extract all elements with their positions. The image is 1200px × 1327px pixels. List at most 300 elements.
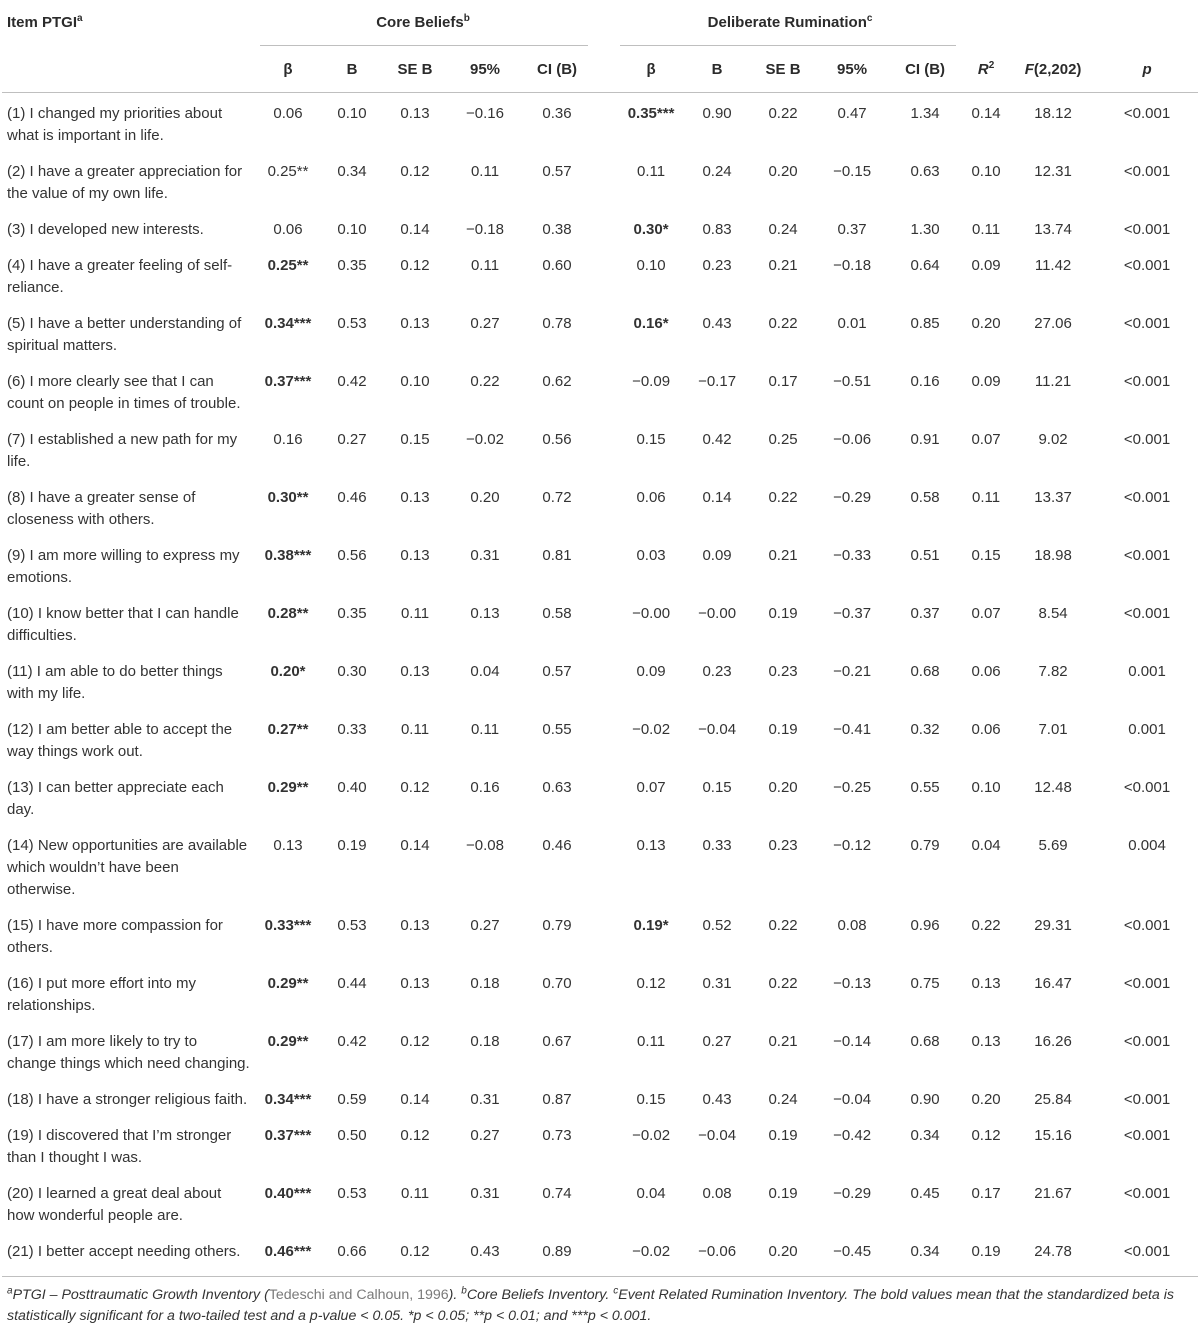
cb-value-cell: 0.13 (400, 315, 430, 332)
dr-beta-cell: 0.11 (637, 163, 666, 180)
dr-value-cell: 0.31 (702, 975, 732, 992)
table-body (2, 93, 1198, 1269)
r2-cell: 0.22 (971, 917, 1001, 934)
f-cell: 16.26 (1034, 1033, 1072, 1050)
cb-value-cell: 0.27 (337, 431, 367, 448)
dr-value-cell: 0.23 (768, 837, 798, 854)
item-text: (5) I have a better understanding of spiritual matters. (7, 315, 242, 354)
dr-beta-cell: 0.35*** (627, 105, 675, 122)
table-row (2, 362, 1198, 420)
item-text: (20) I learned a great deal about how wonderful people are. (7, 1185, 222, 1224)
dr-beta-cell: 0.10 (636, 257, 666, 274)
dr-value-cell: −0.41 (833, 721, 872, 738)
cb-value-cell: 0.35 (337, 605, 367, 622)
dr-value-cell: 1.30 (910, 221, 940, 238)
dr-value-cell: 0.42 (702, 431, 732, 448)
dr-value-cell: 0.58 (910, 489, 940, 506)
item-text: (11) I am able to do better things with my life. (7, 663, 223, 702)
table-row (2, 1080, 1198, 1116)
dr-value-cell: 0.21 (768, 547, 798, 564)
cb-beta-cell: 0.27** (267, 721, 309, 738)
cb-value-cell: 0.13 (400, 975, 430, 992)
p-cell: <0.001 (1123, 221, 1171, 238)
dr-value-cell: 0.68 (910, 1033, 940, 1050)
cb-value-cell: 0.40 (337, 779, 367, 796)
cb-value-cell: 0.16 (470, 779, 500, 796)
dr-value-cell: 0.19 (768, 605, 798, 622)
cb-value-cell: 0.04 (470, 663, 500, 680)
dr-value-cell: 0.34 (910, 1243, 940, 1260)
cb-value-cell: 0.46 (337, 489, 367, 506)
item-text: (16) I put more effort into my relationships. (7, 975, 196, 1014)
p-cell: 0.004 (1128, 837, 1166, 854)
r2-cell: 0.10 (971, 779, 1001, 796)
cb-value-cell: 0.67 (542, 1033, 572, 1050)
item-text: (3) I developed new interests. (7, 221, 204, 238)
cb-beta-cell: 0.30** (267, 489, 309, 506)
f-cell: 27.06 (1034, 315, 1072, 332)
dr-value-cell: 0.23 (702, 663, 732, 680)
dr-value-cell: 0.08 (837, 917, 867, 934)
dr-value-cell: 0.22 (768, 917, 798, 934)
cb-value-cell: 0.12 (400, 257, 430, 274)
dr-value-cell: 0.20 (768, 779, 798, 796)
dr-beta-cell: 0.03 (636, 547, 666, 564)
item-text: (6) I more clearly see that I can count on people in times of trouble. (7, 373, 241, 412)
item-text: (18) I have a stronger religious faith. (7, 1091, 248, 1108)
r2-cell: 0.15 (971, 547, 1001, 564)
dr-value-cell: 0.22 (768, 315, 798, 332)
dr-value-cell: −0.29 (833, 1185, 872, 1202)
dr-value-cell: 0.24 (768, 221, 798, 238)
item-text: (1) I changed my priorities about what is important in life. (7, 105, 223, 144)
item-ptgi-header: Item PTGI$^a$ (7, 13, 83, 31)
cb-value-cell: 0.12 (400, 1243, 430, 1260)
cb-value-cell: 0.27 (470, 917, 500, 934)
table-row (2, 1174, 1198, 1232)
cb-beta-cell: 0.37*** (264, 1127, 312, 1144)
cb-value-cell: 0.59 (337, 1091, 367, 1108)
cb-value-cell: 0.60 (542, 257, 572, 274)
cb-value-cell: 0.20 (470, 489, 500, 506)
p-cell: <0.001 (1123, 163, 1171, 180)
dr-value-cell: −0.17 (698, 373, 737, 390)
dr-value-cell: 0.19 (768, 721, 798, 738)
dr-value-cell: −0.13 (833, 975, 872, 992)
dr-value-cell: 0.15 (702, 779, 732, 796)
cb-value-cell: 0.57 (542, 663, 572, 680)
cb-value-cell: 0.36 (542, 105, 572, 122)
dr-beta-cell: −0.02 (632, 721, 671, 738)
dr-seb-header: SE B (765, 60, 801, 78)
dr-value-cell: 0.79 (910, 837, 940, 854)
dr-value-cell: 0.08 (702, 1185, 732, 1202)
cb-value-cell: 0.31 (470, 1091, 500, 1108)
cb-value-cell: 0.11 (470, 257, 500, 274)
dr-value-cell: 0.43 (702, 315, 732, 332)
dr-value-cell: −0.37 (833, 605, 872, 622)
dr-value-cell: −0.06 (698, 1243, 737, 1260)
cb-value-cell: 0.66 (337, 1243, 367, 1260)
dr-value-cell: 0.33 (702, 837, 732, 854)
item-text: (9) I am more willing to express my emotions. (7, 547, 240, 586)
cb-value-cell: 0.42 (337, 373, 367, 390)
cb-value-cell: 0.43 (470, 1243, 500, 1260)
cb-value-cell: 0.13 (400, 489, 430, 506)
table-row (2, 420, 1198, 478)
r2-cell: 0.13 (971, 975, 1001, 992)
item-text: (21) I better accept needing others. (7, 1243, 241, 1260)
dr-value-cell: −0.04 (833, 1091, 872, 1108)
dr-beta-cell: −0.02 (632, 1243, 671, 1260)
cb-value-cell: 0.55 (542, 721, 572, 738)
dr-beta-cell: 0.16* (633, 315, 669, 332)
cb-beta-cell: 0.33*** (264, 917, 312, 934)
cb-value-cell: 0.33 (337, 721, 367, 738)
table-row (2, 1116, 1198, 1174)
dr-value-cell: −0.14 (833, 1033, 872, 1050)
cb-beta-cell: 0.40*** (264, 1185, 312, 1202)
dr-value-cell: −0.15 (833, 163, 872, 180)
cb-value-cell: 0.13 (400, 663, 430, 680)
table-row (2, 1022, 1198, 1080)
dr-value-cell: 0.24 (768, 1091, 798, 1108)
cb-95-header: 95% (469, 60, 501, 78)
cb-value-cell: 0.72 (542, 489, 572, 506)
f-cell: 16.47 (1034, 975, 1072, 992)
cb-beta-cell: 0.29** (267, 975, 309, 992)
cb-value-cell: 0.18 (470, 1033, 500, 1050)
r2-header: $R^2$ (977, 59, 995, 78)
p-header: p (1142, 60, 1152, 78)
dr-value-cell: 0.43 (702, 1091, 732, 1108)
cb-value-cell: 0.31 (470, 1185, 500, 1202)
dr-value-cell: 0.55 (910, 779, 940, 796)
dr-value-cell: 0.51 (910, 547, 940, 564)
table-figure (2, 0, 1198, 1327)
cb-value-cell: 0.15 (400, 431, 430, 448)
cb-value-cell: 0.10 (337, 221, 367, 238)
cb-value-cell: −0.18 (466, 221, 504, 238)
dr-beta-cell: 0.12 (636, 975, 666, 992)
cb-value-cell: 0.42 (337, 1033, 367, 1050)
dr-value-cell: 0.96 (910, 917, 940, 934)
f-cell: 12.31 (1034, 163, 1072, 180)
table-row (2, 210, 1198, 246)
f-cell: 11.21 (1034, 373, 1072, 390)
f-cell: 13.37 (1034, 489, 1072, 506)
p-cell: <0.001 (1123, 315, 1171, 332)
f-cell: 18.12 (1034, 105, 1072, 122)
p-cell: <0.001 (1123, 431, 1171, 448)
cb-value-cell: 0.53 (337, 1185, 367, 1202)
item-text: (13) I can better appreciate each day. (7, 779, 224, 818)
dr-value-cell: −0.06 (833, 431, 872, 448)
cb-value-cell: 0.22 (470, 373, 500, 390)
item-text: (4) I have a greater feeling of self-reliance. (7, 257, 233, 296)
cb-value-cell: 0.79 (542, 917, 572, 934)
p-cell: <0.001 (1123, 373, 1171, 390)
p-cell: <0.001 (1123, 1127, 1171, 1144)
p-cell: <0.001 (1123, 257, 1171, 274)
cb-value-cell: 0.19 (337, 837, 367, 854)
dr-beta-cell: 0.07 (636, 779, 666, 796)
cb-value-cell: 0.13 (470, 605, 500, 622)
dr-value-cell: 0.91 (910, 431, 940, 448)
r2-cell: 0.10 (971, 163, 1001, 180)
p-cell: <0.001 (1123, 547, 1171, 564)
table-row (2, 710, 1198, 768)
r2-cell: 0.06 (971, 663, 1001, 680)
dr-beta-cell: 0.15 (636, 1091, 666, 1108)
cb-beta-cell: 0.34*** (264, 315, 312, 332)
cb-seb-header: SE B (397, 60, 433, 78)
item-text: (8) I have a greater sense of closeness with others. (7, 489, 196, 528)
cb-value-cell: 0.62 (542, 373, 572, 390)
dr-value-cell: 0.37 (910, 605, 940, 622)
cb-beta-cell: 0.20* (270, 663, 306, 680)
cb-value-cell: 0.53 (337, 917, 367, 934)
cb-value-cell: 0.81 (542, 547, 572, 564)
dr-beta-cell: 0.06 (636, 489, 666, 506)
dr-value-cell: 0.16 (910, 373, 940, 390)
f-cell: 8.54 (1038, 605, 1068, 622)
dr-value-cell: −0.12 (833, 837, 872, 854)
r2-cell: 0.11 (972, 221, 1001, 238)
table-row (2, 152, 1198, 210)
f-cell: 18.98 (1034, 547, 1072, 564)
f-cell: 11.42 (1034, 257, 1072, 274)
cb-value-cell: 0.73 (542, 1127, 572, 1144)
dr-value-cell: 0.24 (702, 163, 732, 180)
cb-value-cell: 0.44 (337, 975, 367, 992)
table-row (2, 93, 1198, 153)
item-text: (12) I am better able to accept the way things work out. (7, 721, 233, 760)
cb-value-cell: 0.58 (542, 605, 572, 622)
dr-value-cell: 0.01 (837, 315, 867, 332)
dr-value-cell: 0.27 (702, 1033, 732, 1050)
dr-value-cell: 0.90 (702, 105, 732, 122)
p-cell: <0.001 (1123, 1185, 1171, 1202)
r2-cell: 0.20 (971, 315, 1001, 332)
f-cell: 7.01 (1038, 721, 1068, 738)
cb-beta-cell: 0.13 (273, 837, 303, 854)
dr-value-cell: −0.33 (833, 547, 872, 564)
p-cell: 0.001 (1128, 721, 1166, 738)
item-text: (2) I have a greater appreciation for the value of my own life. (7, 163, 243, 202)
cb-beta-cell: 0.38*** (264, 547, 312, 564)
dr-value-cell: 0.17 (768, 373, 798, 390)
cb-value-cell: −0.08 (466, 837, 504, 854)
item-text: (14) New opportunities are available which wouldn’t have been otherwise. (7, 837, 248, 898)
p-cell: <0.001 (1123, 1033, 1171, 1050)
table-row (2, 964, 1198, 1022)
cb-value-cell: −0.02 (466, 431, 504, 448)
dr-beta-cell: −0.02 (632, 1127, 671, 1144)
cb-ci-header: CI (B) (537, 60, 578, 78)
f-cell: 29.31 (1034, 917, 1072, 934)
cb-value-cell: 0.87 (542, 1091, 572, 1108)
f-cell: 13.74 (1034, 221, 1072, 238)
dr-value-cell: 0.09 (702, 547, 732, 564)
cb-value-cell: 0.18 (470, 975, 500, 992)
item-text: (15) I have more compassion for others. (7, 917, 223, 956)
cb-value-cell: 0.10 (400, 373, 430, 390)
p-cell: <0.001 (1123, 105, 1171, 122)
f-header: F(2,202) (1024, 60, 1082, 78)
dr-beta-cell: 0.04 (636, 1185, 666, 1202)
dr-value-cell: 0.68 (910, 663, 940, 680)
core-beliefs-header: Core Beliefs$^b$ (254, 0, 592, 46)
table-row (2, 536, 1198, 594)
dr-value-cell: 0.32 (910, 721, 940, 738)
table-row (2, 246, 1198, 304)
cb-value-cell: 0.12 (400, 1127, 430, 1144)
dr-value-cell: 0.34 (910, 1127, 940, 1144)
dr-value-cell: −0.45 (833, 1243, 872, 1260)
cb-value-cell: 0.14 (400, 221, 430, 238)
dr-95-header: 95% (837, 60, 868, 78)
p-cell: <0.001 (1123, 1243, 1171, 1260)
dr-value-cell: −0.25 (833, 779, 872, 796)
p-cell: <0.001 (1123, 917, 1171, 934)
dr-value-cell: −0.51 (833, 373, 872, 390)
cb-value-cell: 0.63 (542, 779, 572, 796)
dr-value-cell: 0.19 (768, 1127, 798, 1144)
p-cell: <0.001 (1123, 975, 1171, 992)
cb-value-cell: 0.13 (400, 105, 430, 122)
item-text: (19) I discovered that I’m stronger than I thought I was. (7, 1127, 232, 1166)
cb-beta-cell: 0.16 (273, 431, 303, 448)
cb-value-cell: 0.11 (470, 721, 500, 738)
r2-cell: 0.17 (971, 1185, 1001, 1202)
dr-value-cell: 0.25 (768, 431, 798, 448)
f-cell: 7.82 (1038, 663, 1068, 680)
dr-value-cell: −0.42 (833, 1127, 872, 1144)
r2-cell: 0.19 (971, 1243, 1001, 1260)
cb-beta-cell: 0.46*** (264, 1243, 312, 1260)
dr-beta-cell: 0.30* (633, 221, 669, 238)
f-cell: 21.67 (1034, 1185, 1072, 1202)
cb-beta-cell: 0.37*** (264, 373, 312, 390)
cb-value-cell: 0.13 (400, 547, 430, 564)
dr-value-cell: 0.45 (910, 1185, 940, 1202)
cb-value-cell: 0.57 (542, 163, 572, 180)
dr-value-cell: −0.04 (698, 1127, 737, 1144)
r2-cell: 0.20 (971, 1091, 1001, 1108)
dr-beta-header: β (646, 60, 656, 78)
cb-value-cell: 0.27 (470, 315, 500, 332)
dr-value-cell: 0.14 (702, 489, 732, 506)
cb-value-cell: 0.31 (470, 547, 500, 564)
dr-ci-header: CI (B) (905, 60, 946, 78)
r2-cell: 0.06 (971, 721, 1001, 738)
r2-cell: 0.13 (971, 1033, 1001, 1050)
cb-value-cell: 0.46 (542, 837, 572, 854)
f-cell: 25.84 (1034, 1091, 1072, 1108)
cb-beta-header: β (283, 60, 293, 78)
dr-value-cell: 0.64 (910, 257, 940, 274)
cb-beta-cell: 0.25** (267, 257, 309, 274)
dr-b-header: B (711, 60, 723, 78)
p-cell: <0.001 (1123, 1091, 1171, 1108)
citation-link[interactable]: Tedeschi and Calhoun, 1996 (268, 1287, 449, 1303)
dr-beta-cell: 0.11 (637, 1033, 666, 1050)
dr-beta-cell: −0.09 (632, 373, 671, 390)
table-footnote: $^a$PTGI – Posttraumatic Growth Inventory (Tedeschi and Calhoun, 1996). $^b$Core Beliefs Inventory. $^c$Event Related Rumination Inventory. The bold values mean that the standardized beta is statistically significant for a two-tailed test and a p-value < 0.05. *p < 0.05; **p < 0.01; and ***p < 0.001. (2, 1276, 1198, 1327)
dr-value-cell: 0.52 (702, 917, 732, 934)
cb-value-cell: 0.11 (470, 163, 500, 180)
dr-value-cell: 0.20 (768, 163, 798, 180)
cb-value-cell: 0.12 (400, 1033, 430, 1050)
table-row (2, 768, 1198, 826)
cb-value-cell: 0.78 (542, 315, 572, 332)
dr-value-cell: 0.47 (837, 105, 867, 122)
dr-value-cell: −0.21 (833, 663, 872, 680)
cb-value-cell: 0.14 (400, 1091, 430, 1108)
dr-value-cell: −0.29 (833, 489, 872, 506)
cb-beta-cell: 0.06 (273, 221, 303, 238)
cb-value-cell: 0.56 (542, 431, 572, 448)
table-row (2, 478, 1198, 536)
dr-beta-cell: −0.00 (632, 605, 671, 622)
cb-value-cell: 0.14 (400, 837, 430, 854)
table-row (2, 652, 1198, 710)
p-cell: 0.001 (1128, 663, 1166, 680)
f-cell: 5.69 (1038, 837, 1068, 854)
dr-beta-cell: 0.19* (633, 917, 669, 934)
p-cell: <0.001 (1123, 605, 1171, 622)
table-row (2, 304, 1198, 362)
cb-value-cell: 0.89 (542, 1243, 572, 1260)
cb-value-cell: 0.11 (400, 605, 430, 622)
item-text: (7) I established a new path for my life. (7, 431, 238, 470)
cb-b-header: B (346, 60, 358, 78)
r2-cell: 0.09 (971, 257, 1001, 274)
cb-value-cell: 0.12 (400, 779, 430, 796)
dr-value-cell: 0.22 (768, 105, 798, 122)
cb-value-cell: 0.30 (337, 663, 367, 680)
dr-value-cell: 0.23 (768, 663, 798, 680)
item-text: (17) I am more likely to try to change things which need changing. (7, 1033, 250, 1072)
dr-value-cell: 0.75 (910, 975, 940, 992)
cb-value-cell: −0.16 (466, 105, 504, 122)
table-row (2, 594, 1198, 652)
dr-value-cell: 0.23 (702, 257, 732, 274)
r2-cell: 0.14 (971, 105, 1001, 122)
f-cell: 24.78 (1034, 1243, 1072, 1260)
dr-value-cell: 0.22 (768, 489, 798, 506)
cb-value-cell: 0.13 (400, 917, 430, 934)
r2-cell: 0.09 (971, 373, 1001, 390)
cb-beta-cell: 0.29** (267, 779, 309, 796)
regression-table (2, 0, 1198, 1268)
cb-value-cell: 0.38 (542, 221, 572, 238)
dr-value-cell: 0.85 (910, 315, 940, 332)
table-row (2, 906, 1198, 964)
cb-value-cell: 0.11 (400, 1185, 430, 1202)
cb-value-cell: 0.35 (337, 257, 367, 274)
dr-value-cell: 0.21 (768, 1033, 798, 1050)
cb-beta-cell: 0.06 (273, 105, 303, 122)
dr-value-cell: 0.20 (768, 1243, 798, 1260)
dr-value-cell: −0.00 (698, 605, 737, 622)
dr-value-cell: 0.19 (768, 1185, 798, 1202)
p-cell: <0.001 (1123, 779, 1171, 796)
dr-value-cell: −0.18 (833, 257, 872, 274)
cb-value-cell: 0.70 (542, 975, 572, 992)
dr-value-cell: 1.34 (910, 105, 940, 122)
